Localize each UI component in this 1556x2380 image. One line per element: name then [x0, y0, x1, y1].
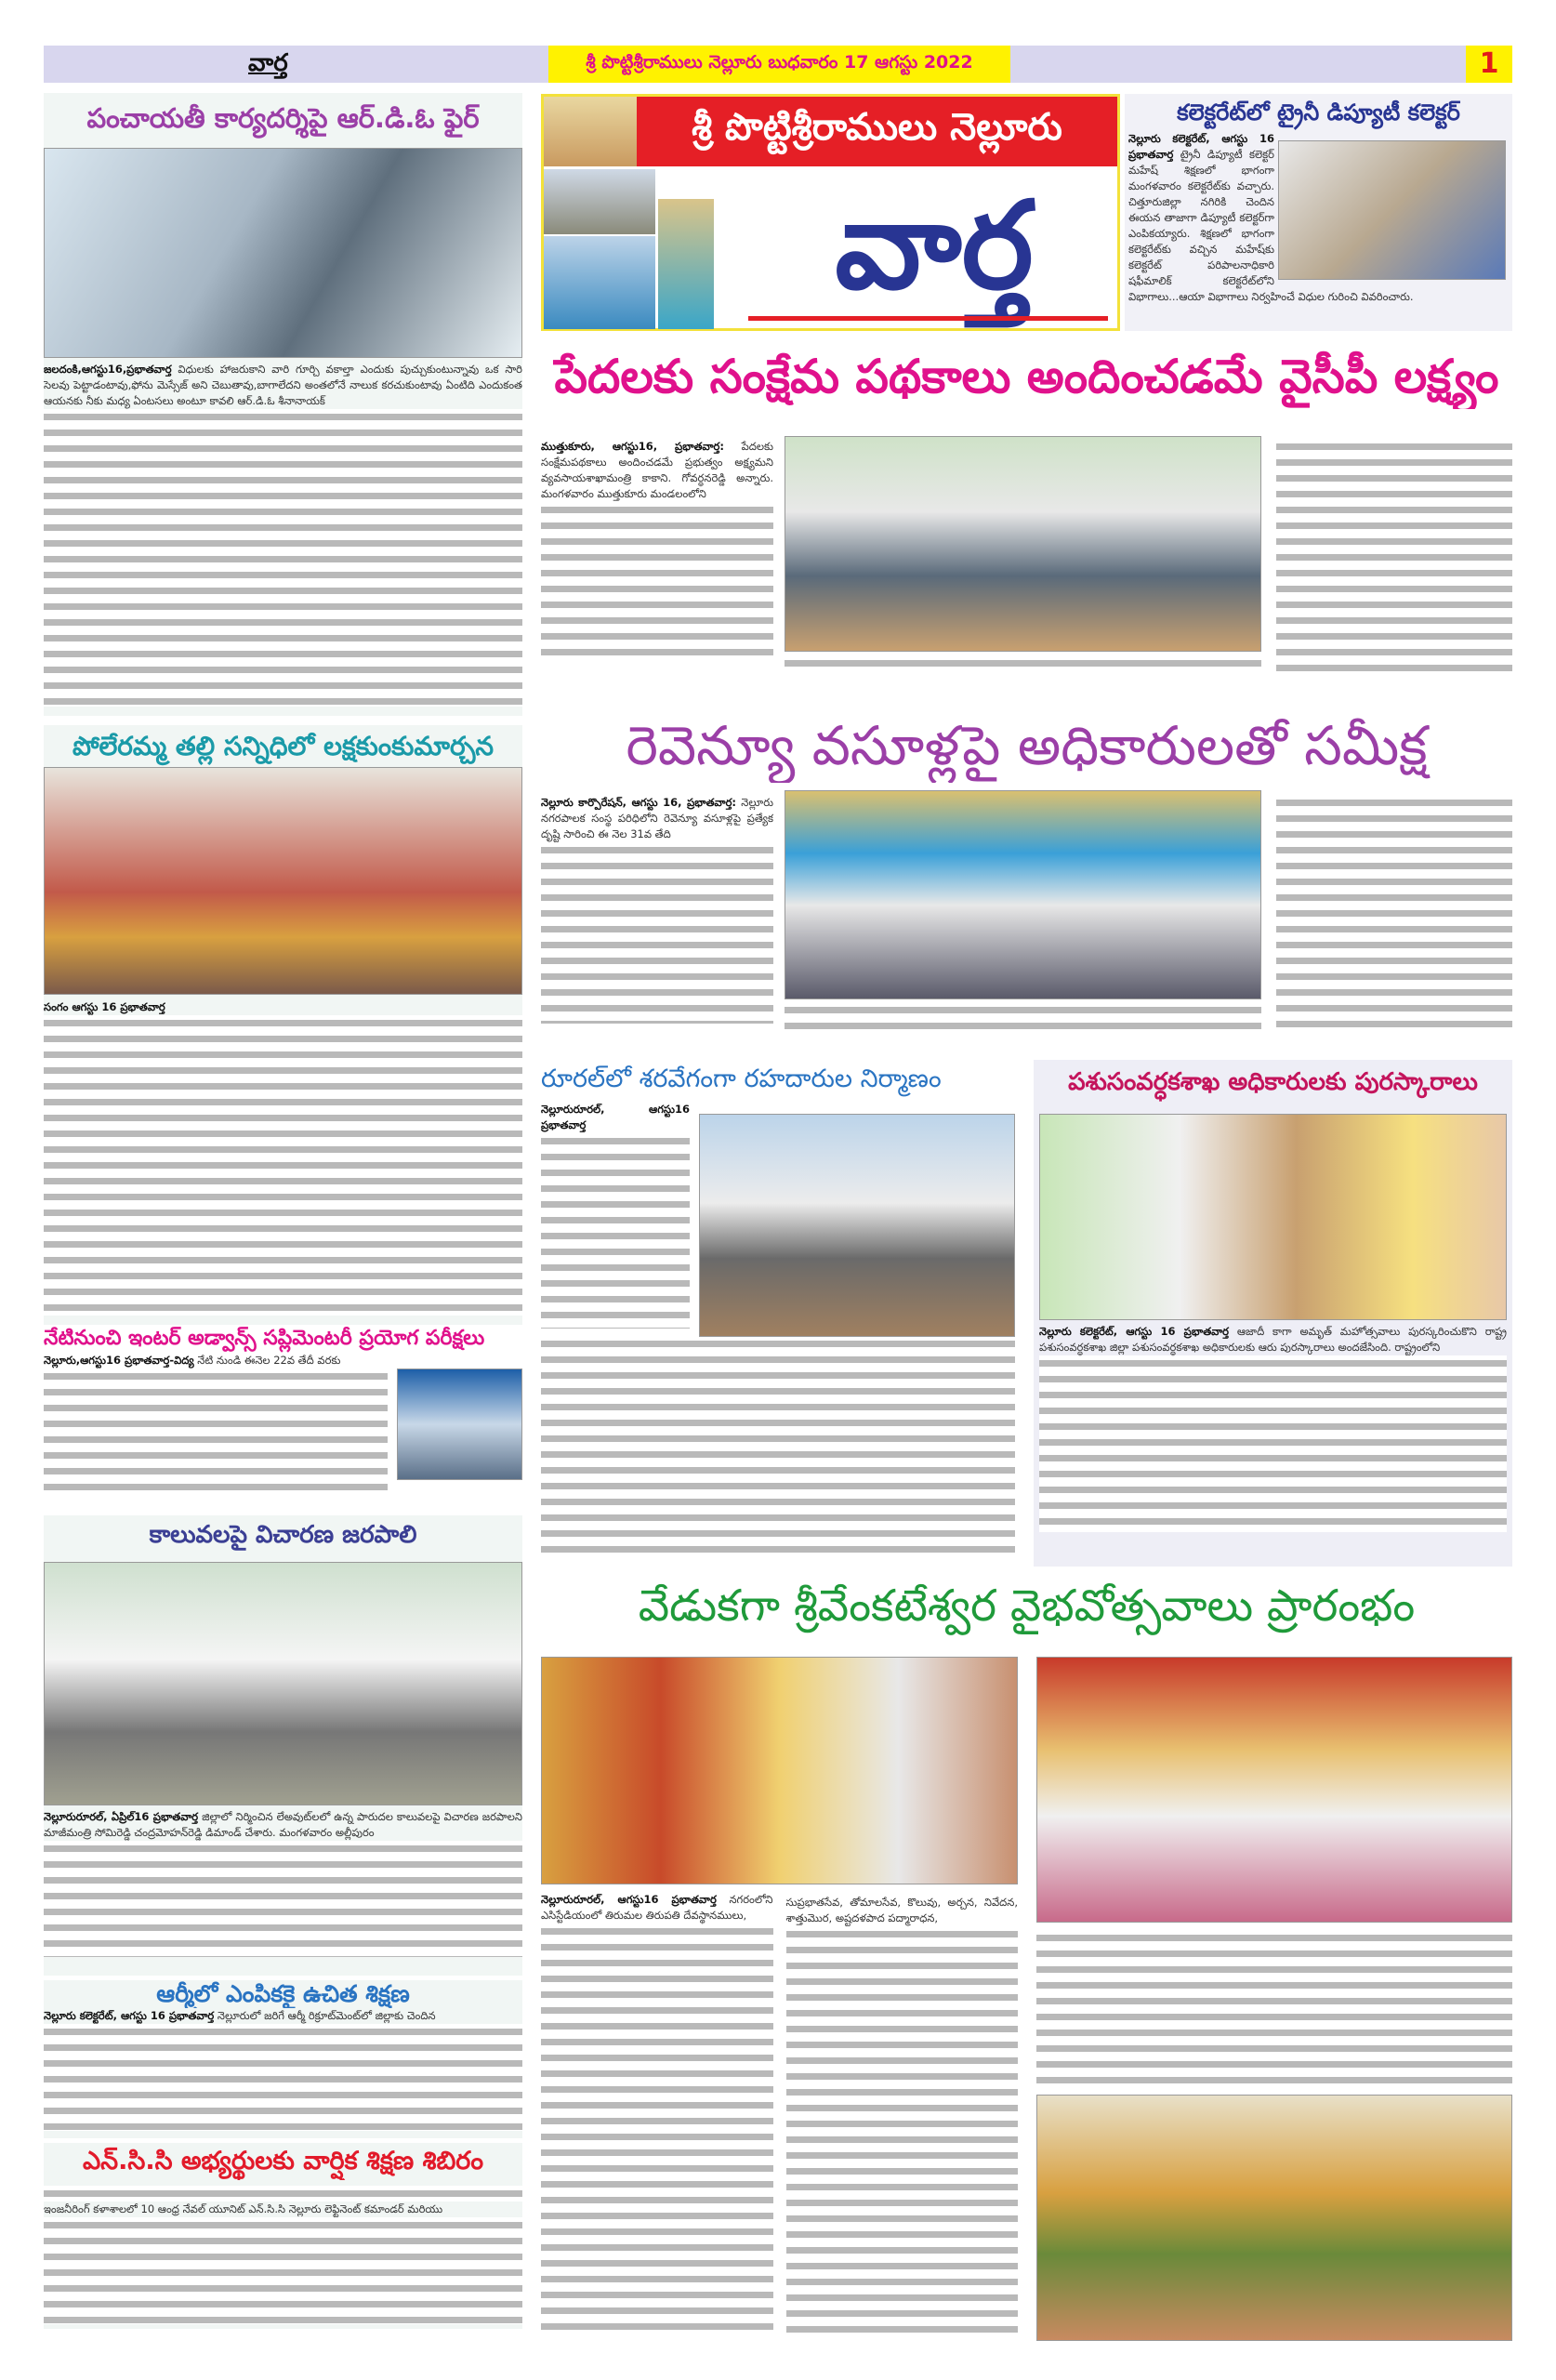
body-continued	[785, 1002, 1261, 1034]
story-army	[44, 1980, 522, 2138]
body: పేదలకు సంక్షేమపథకాలు అందించడమే ప్రభుత్వం అక్ష్యమని వ్యవసాయశాఖామంత్రి కాకాని. గోవర్ధనరెడ్డి అన్నారు. మంగళవారం ముత్తుకూరు మండలంలోని	[541, 440, 773, 500]
story-collector	[1125, 94, 1512, 331]
story-animal-husbandry	[1034, 1060, 1512, 1567]
photo-road-construction	[699, 1114, 1015, 1337]
story-rural-roads	[541, 1064, 1015, 1567]
venkateswara-body	[541, 1892, 1018, 2343]
body: నెల్లూరులో జరిగే ఆర్మీ రిక్రూట్‌మెంట్‌లో జిల్లాకు చెందిన	[217, 2009, 436, 2022]
dateline: జలదంకి,ఆగస్టు16,ప్రభాతవార్త	[44, 363, 172, 376]
body: జిల్లాలో నిర్మించిన లేఅవుట్‌లలో ఉన్న పారుదల కాలువలపై విచారణ జరపాలని మాజీమంత్రి సోమిరెడ్డి చంద్రమోహన్‌రెడ్డి డిమాండ్ చేశారు. మంగళవారం అల్లీపురం	[44, 1810, 522, 1839]
dateline: నెల్లూరు కలెక్టరేట్, ఆగస్టు 16 ప్రభాతవార్త	[1039, 1325, 1230, 1338]
body: నగరంలోని ఎసిస్టేడియంలో తిరుమల తిరుపతి దేవస్థానములు,	[541, 1893, 773, 1922]
masthead	[541, 94, 1120, 331]
page-number: 1	[1466, 46, 1512, 83]
dateline: నెల్లూరు కలెక్టరేట్, ఆగస్టు 16 ప్రభాతవార్త	[1128, 132, 1274, 161]
photo-meeting	[785, 790, 1261, 999]
bridge-image	[544, 169, 655, 234]
header-band	[44, 46, 1512, 83]
story-panchayat	[44, 93, 522, 716]
headline: ఆర్మీలో ఎంపికకై ఉచిత శిక్షణ	[156, 1980, 410, 2007]
dateline: నెల్లూరు,ఆగస్టు16 ప్రభాతవార్త-విద్య	[44, 1354, 194, 1367]
headline-venkateswara: వేడుకగా శ్రీవేంకటేశ్వర వైభవోత్సవాలు ప్రారంభం	[638, 1580, 1416, 1632]
headline: కాలువలపై విచారణ జరపాలి	[149, 1521, 417, 1549]
body: ఆజాదీ కాగా అమృత్ మహోత్సవాలు పురస్కరించుకొని రాష్ట్ర పశుసంవర్ధకశాఖ జిల్లా పశుసంవర్ధకశాఖ అధికారులకు ఆరు పురస్కారాలు అందజేసింది. రాష్ట్రంలోని	[1039, 1325, 1507, 1354]
body: నెల్లూరు నగరపాలక సంస్థ పరిధిలోని రెవెన్యూ వసూళ్లపై ప్రత్యేక దృష్టి సారించి ఈ నెల 31వ తేది	[541, 796, 773, 840]
dateline: నెల్లూరురూరల్, ఆగస్టు16 ప్రభాతవార్త	[541, 1893, 717, 1906]
headline: పోలేరమ్మ తల్లి సన్నిధిలో లక్షకుంకుమార్చన	[72, 731, 494, 761]
headline-ysrcp: పేదలకు సంక్షేమ పథకాలు అందించడమే వైసీపీ లక్ష్యం	[554, 350, 1499, 403]
dateline: నెల్లూరురూరల్, ఏప్రిల్16 ప్రభాతవార్త	[44, 1810, 199, 1823]
body-continued	[541, 1336, 1015, 1559]
body-continued	[1036, 1930, 1512, 2088]
story-poleramma	[44, 725, 522, 1325]
photo-deity-1	[541, 1657, 1018, 1884]
headline: పంచాయతీ కార్యదర్శిపై ఆర్.డి.ఓ ఫైర్	[86, 102, 480, 134]
headline: కలెక్టరేట్‌లో ట్రైనీ డిప్యూటీ కలెక్టర్	[1177, 99, 1460, 126]
body: నేటి నుండి ఈనెల 22వ తేదీ వరకు	[197, 1354, 341, 1367]
dateline: సంగం ఆగస్టు 16 ప్రభాతవార్త	[44, 1000, 165, 1013]
photo-deity-3	[1036, 2095, 1512, 2341]
body-continued	[1276, 795, 1512, 1032]
story-ncc	[44, 2143, 522, 2329]
body-2: సుప్రభాతసేవ, తోమాలసేవ, కొలువు, అర్చన, నివేదన, శాత్తుమొర, అష్టదళపాద పద్మారాధన,	[785, 1895, 1018, 1924]
photo-deity-2	[1036, 1657, 1512, 1923]
photo-pooja	[44, 767, 522, 995]
port-image	[544, 236, 655, 329]
photo-award	[1039, 1114, 1507, 1320]
headline: నేటినుంచి ఇంటర్ అడ్వాన్స్ సప్లిమెంటరీ ప్రయోగ పరీక్షలు	[44, 1327, 485, 1350]
paper-logo: వార్త	[248, 49, 288, 77]
story-canals	[44, 1515, 522, 1976]
dateline: నెల్లూరు కలెక్టరేట్, ఆగస్టు 16 ప్రభాతవార్త	[44, 2009, 215, 2022]
photo-collector	[1278, 140, 1506, 280]
headline-revenue: రెవెన్యూ వసూళ్లపై అధికారులతో సమీక్ష	[626, 714, 1428, 777]
body: ఇంజనీరింగ్ కళాశాలలో 10 ఆంధ్ర నేవల్ యూనిట్ ఎన్.సి.సి నెల్లూరు లెఫ్టినెంట్ కమాండర్ మరియు	[44, 2202, 443, 2215]
photo-leaders	[44, 1562, 522, 1805]
story-inter	[44, 1327, 522, 1508]
headline: రూరల్‌లో శరవేగంగా రహదారుల నిర్మాణం	[541, 1064, 942, 1093]
edition-date: శ్రీ పొట్టిశ్రీరాములు నెల్లూరు బుధవారం 17 ఆగస్టు 2022	[548, 46, 1010, 83]
photo-welfare	[785, 436, 1261, 652]
dateline: నెల్లూరురూరల్, ఆగస్టు16 ప్రభాతవార్త	[541, 1103, 690, 1131]
body-continued	[785, 655, 1261, 671]
headline: పశుసంవర్ధకశాఖ అధికారులకు పురస్కారాలు	[1068, 1068, 1478, 1096]
body: విధులకు హాజరుకాని వారి గూర్చి వకాల్తా ఎందుకు పుచ్చుకుంటున్నావు ఒక సారి సెలవు పెట్టాడంటావు,ఫోను మెస్సేజ్ అని చెబుతావు,బాగాలేదని అంతలోనే నాలుక కరచుకుంటావు ఏంటిది ఎందుకంత ఆయనకు నీకు మధ్య ఏంటసలు అంటూ కావలి ఆర్.డి.ఓ శీనానాయక్	[44, 363, 522, 407]
temple-image	[658, 199, 714, 329]
body-continued	[1276, 439, 1512, 671]
dateline: నెల్లూరు కార్పొరేషన్, ఆగస్టు 16, ప్రభాతవార్త:	[541, 796, 737, 809]
portrait-image	[544, 97, 637, 166]
photo-official	[397, 1368, 522, 1480]
dateline: ముత్తుకూరు, ఆగస్టు16, ప్రభాతవార్త:	[541, 440, 724, 453]
edition-title: శ్రీ పొట్టిశ్రీరాములు నెల్లూరు	[637, 97, 1117, 166]
body: ట్రైనీ డిప్యూటీ కలెక్టర్ మహేష్ శిక్షణలో భాగంగా మంగళవారం కలెక్టరేట్‌కు వచ్చారు. చిత్తూరుజిల్లా నగిరికి చెందిన ఈయన తాజాగా డిప్యూటీ కలెక్టర్‌గా ఎంపికయ్యారు. శిక్షణలో భాగంగా కలెక్టరేట్‌కు వచ్చిన మహేష్‌కు కలెక్టరేట్ పరిపాలనాధికారి షఫీమాలిక్ కలెక్టరేట్‌లోని విభాగాలు...ఆయా విభాగాలు నిర్వహించే విధుల గురించి వివరించారు.	[1128, 148, 1414, 303]
headline: ఎన్.సి.సి అభ్యర్థులకు వార్షిక శిక్షణ శిబిరం	[82, 2147, 484, 2175]
brand-logo: వార్త	[835, 175, 1034, 316]
photo-office	[44, 148, 522, 358]
divider	[748, 316, 1108, 321]
